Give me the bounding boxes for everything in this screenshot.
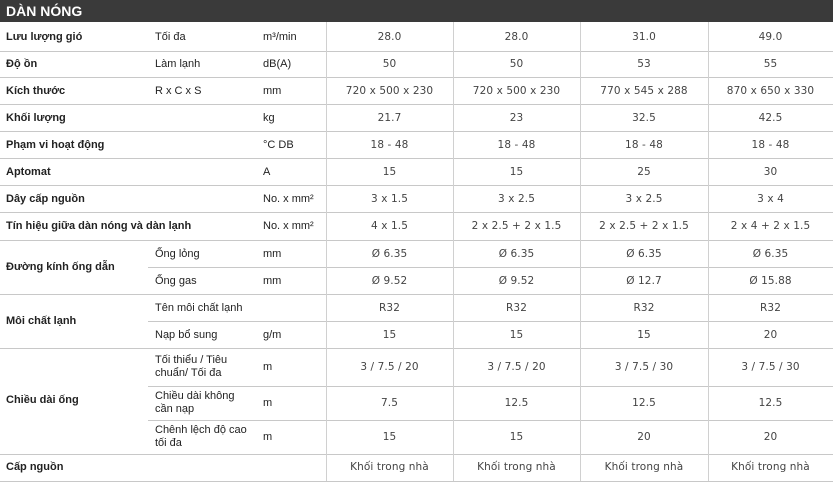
value-cell: 28.0 bbox=[504, 31, 529, 43]
row-unit: mm bbox=[263, 248, 282, 260]
value-cell: 2 x 2.5 + 2 x 1.5 bbox=[599, 220, 689, 232]
value-cell: 15 bbox=[382, 431, 397, 443]
value-cell: 3 / 7.5 / 20 bbox=[487, 361, 546, 373]
value-cell: Ø 12.7 bbox=[626, 275, 662, 287]
value-cell: Ø 9.52 bbox=[371, 275, 408, 287]
value-cell: Khối trong nhà bbox=[604, 461, 684, 473]
value-cell: 770 x 545 x 288 bbox=[600, 85, 688, 97]
value-cell: 12.5 bbox=[504, 397, 529, 409]
value-cell: R32 bbox=[506, 302, 527, 314]
value-cell: 49.0 bbox=[758, 31, 783, 43]
value-cell: 7.5 bbox=[381, 397, 398, 409]
column-divider bbox=[326, 22, 327, 481]
row-divider bbox=[0, 481, 833, 482]
row-label: Phạm vi hoạt động bbox=[6, 139, 105, 151]
value-cell: Khối trong nhà bbox=[477, 461, 556, 473]
row-sublabel: Tên môi chất lạnh bbox=[155, 302, 243, 314]
row-label: Aptomat bbox=[6, 166, 51, 178]
row-label: Kích thước bbox=[6, 85, 66, 97]
row-unit: A bbox=[263, 166, 271, 178]
value-cell: 15 bbox=[637, 329, 651, 341]
column-divider bbox=[708, 22, 709, 481]
row-unit: m bbox=[263, 361, 273, 373]
row-sublabel: R x C x S bbox=[155, 85, 202, 97]
value-cell: Khối trong nhà bbox=[731, 461, 810, 473]
value-cell: R32 bbox=[633, 302, 655, 314]
section-title: DÀN NÓNG bbox=[6, 3, 83, 19]
column-divider bbox=[453, 22, 454, 481]
row-divider bbox=[148, 321, 833, 322]
value-cell: 20 bbox=[637, 431, 651, 443]
value-cell: Ø 6.35 bbox=[626, 248, 662, 260]
row-unit: g/m bbox=[263, 329, 282, 341]
row-sublabel: Ống gas bbox=[155, 275, 197, 287]
row-unit: mm bbox=[263, 275, 282, 287]
row-label: Lưu lượng gió bbox=[6, 31, 83, 43]
group-label: Chiều dài ống bbox=[6, 394, 79, 406]
row-unit: No. x mm² bbox=[263, 220, 314, 232]
value-cell: 3 / 7.5 / 30 bbox=[614, 361, 674, 373]
row-sublabel: Tối đa bbox=[155, 31, 186, 43]
row-sublabel: Làm lạnh bbox=[155, 58, 201, 70]
section-header bbox=[0, 0, 833, 22]
value-cell: 30 bbox=[763, 166, 778, 178]
row-unit: kg bbox=[263, 112, 275, 124]
value-cell: 20 bbox=[763, 329, 778, 341]
value-cell: 3 x 1.5 bbox=[371, 193, 408, 205]
value-cell: 31.0 bbox=[632, 31, 656, 43]
value-cell: 720 x 500 x 230 bbox=[345, 85, 434, 97]
value-cell: Ø 9.52 bbox=[498, 275, 535, 287]
value-cell: 4 x 1.5 bbox=[371, 220, 408, 232]
value-cell: 15 bbox=[382, 329, 397, 341]
value-cell: 50 bbox=[509, 58, 524, 70]
value-cell: 3 x 2.5 bbox=[625, 193, 663, 205]
value-cell: 42.5 bbox=[758, 112, 783, 124]
group-label: Môi chất lạnh bbox=[6, 315, 77, 327]
value-cell: 20 bbox=[763, 431, 778, 443]
value-cell: 18 - 48 bbox=[370, 139, 409, 151]
value-cell: 870 x 650 x 330 bbox=[726, 85, 815, 97]
value-cell: R32 bbox=[379, 302, 400, 314]
value-cell: 15 bbox=[509, 431, 524, 443]
value-cell: 12.5 bbox=[632, 397, 656, 409]
value-cell: 53 bbox=[637, 58, 651, 70]
value-cell: Khối trong nhà bbox=[350, 461, 429, 473]
row-sublabel: Tối thiểu / Tiêu chuẩn/ Tối đa bbox=[155, 354, 228, 379]
value-cell: 3 / 7.5 / 30 bbox=[741, 361, 800, 373]
row-unit: No. x mm² bbox=[263, 193, 314, 205]
value-cell: 2 x 4 + 2 x 1.5 bbox=[730, 220, 811, 232]
row-label: Độ ồn bbox=[6, 58, 38, 70]
value-cell: 12.5 bbox=[758, 397, 783, 409]
value-cell: 21.7 bbox=[377, 112, 402, 124]
value-cell: 15 bbox=[382, 166, 397, 178]
value-cell: 3 x 4 bbox=[757, 193, 784, 205]
row-label: Tín hiệu giữa dàn nóng và dàn lạnh bbox=[6, 220, 192, 232]
row-divider bbox=[148, 386, 833, 387]
value-cell: 18 - 48 bbox=[751, 139, 790, 151]
row-unit: mm bbox=[263, 85, 282, 97]
value-cell: Ø 6.35 bbox=[498, 248, 535, 260]
value-cell: 18 - 48 bbox=[625, 139, 663, 151]
value-cell: 720 x 500 x 230 bbox=[472, 85, 561, 97]
row-unit: m bbox=[263, 397, 273, 409]
value-cell: 15 bbox=[509, 329, 524, 341]
row-sublabel: Ống lỏng bbox=[155, 248, 200, 260]
row-unit: °C DB bbox=[263, 139, 294, 151]
value-cell: Ø 15.88 bbox=[749, 275, 792, 287]
row-unit: m bbox=[263, 431, 273, 443]
group-label: Đường kính ống dẫn bbox=[6, 261, 115, 273]
row-sublabel: Chênh lệch độ cao tối đa bbox=[155, 424, 247, 449]
value-cell: 18 - 48 bbox=[497, 139, 536, 151]
value-cell: 50 bbox=[382, 58, 397, 70]
value-cell: 3 / 7.5 / 20 bbox=[360, 361, 419, 373]
row-label: Cấp nguồn bbox=[6, 461, 64, 473]
value-cell: 32.5 bbox=[632, 112, 656, 124]
row-divider bbox=[148, 267, 833, 268]
value-cell: 15 bbox=[509, 166, 524, 178]
value-cell: 25 bbox=[637, 166, 651, 178]
row-sublabel: Nạp bổ sung bbox=[155, 329, 218, 341]
row-label: Khối lượng bbox=[6, 112, 66, 124]
value-cell: Ø 6.35 bbox=[752, 248, 789, 260]
value-cell: 23 bbox=[509, 112, 524, 124]
row-unit: dB(A) bbox=[263, 58, 292, 70]
value-cell: 55 bbox=[763, 58, 778, 70]
column-divider bbox=[580, 22, 581, 481]
value-cell: 28.0 bbox=[377, 31, 402, 43]
row-unit: m³/min bbox=[263, 31, 297, 43]
value-cell: Ø 6.35 bbox=[371, 248, 408, 260]
row-label: Dây cấp nguồn bbox=[6, 193, 85, 205]
row-divider bbox=[148, 420, 833, 421]
value-cell: 2 x 2.5 + 2 x 1.5 bbox=[471, 220, 562, 232]
value-cell: 3 x 2.5 bbox=[498, 193, 535, 205]
value-cell: R32 bbox=[760, 302, 781, 314]
row-sublabel: Chiều dài không cần nạp bbox=[155, 390, 235, 415]
